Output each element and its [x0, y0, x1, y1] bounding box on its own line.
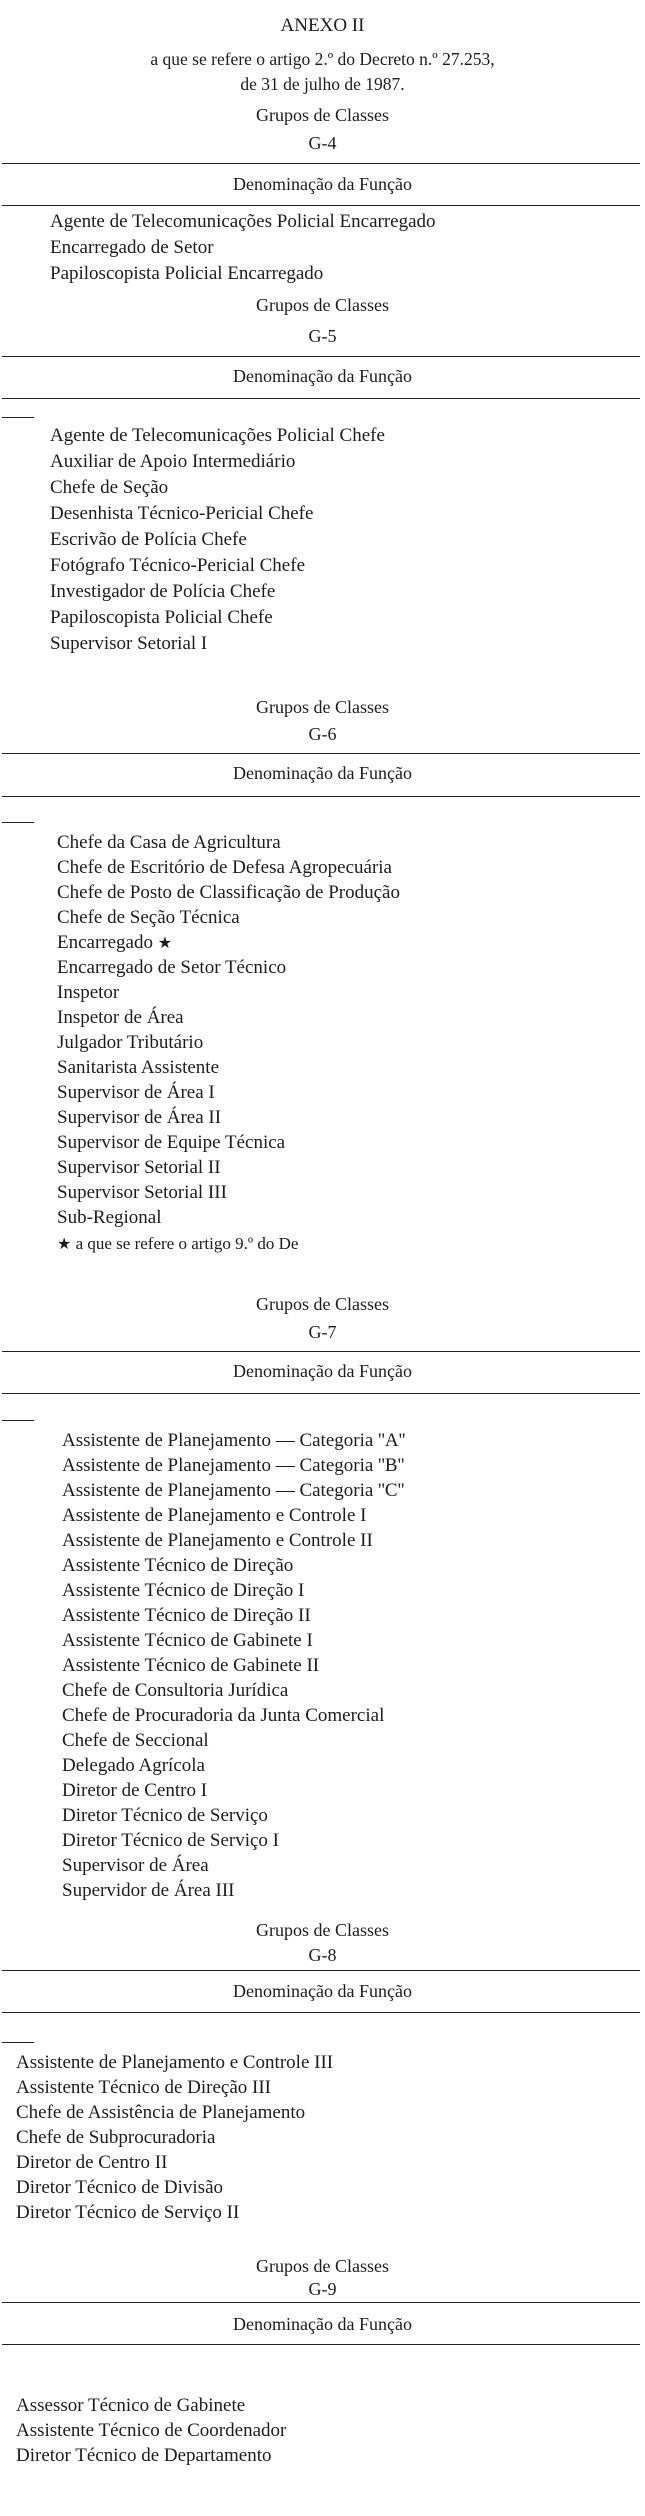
- annex-subtitle-line-2: de 31 de julho de 1987.: [240, 74, 405, 94]
- list-item: Escrivão de Polícia Chefe: [50, 529, 247, 550]
- rule: [2, 2344, 640, 2345]
- list-item: Chefe de Consultoria Jurídica: [62, 1680, 289, 1701]
- function-heading-g4: Denominação da Função: [233, 174, 412, 194]
- list-item: Supervisor Setorial II: [57, 1157, 221, 1178]
- list-item: Assistente Técnico de Direção II: [62, 1605, 311, 1626]
- list-item: Diretor Técnico de Serviço II: [16, 2202, 240, 2223]
- list-item: Agente de Telecomunicações Policial Chefe: [50, 425, 385, 446]
- group-code-g7: G-7: [308, 1322, 337, 1342]
- group-code-g5: G-5: [308, 326, 337, 346]
- list-item: Delegado Agrícola: [62, 1755, 205, 1776]
- list-item: Diretor Técnico de Serviço I: [62, 1830, 280, 1851]
- function-heading-g8: Denominação da Função: [233, 1981, 412, 2001]
- list-item: Sanitarista Assistente: [57, 1057, 220, 1078]
- groups-heading-g7: Grupos de Classes: [256, 1294, 389, 1314]
- list-item: Supervisor de Área II: [57, 1107, 222, 1128]
- function-heading-g5: Denominação da Função: [233, 366, 412, 386]
- list-item: Chefe de Seccional: [62, 1730, 209, 1751]
- list-item: Assistente de Planejamento — Categoria ''A'': [62, 1430, 406, 1451]
- list-item: Supervisor Setorial III: [57, 1182, 227, 1203]
- rule: [2, 2012, 640, 2013]
- list-item: Assistente Técnico de Coordenador: [16, 2420, 287, 2441]
- list-item: Chefe da Casa de Agricultura: [57, 832, 281, 853]
- dash-mark: [2, 1420, 34, 1421]
- rule: [2, 356, 640, 357]
- dash-mark: [2, 417, 34, 418]
- list-item: Assistente de Planejamento — Categoria ''C'': [62, 1480, 405, 1501]
- list-item: Chefe de Posto de Classificação de Produção: [57, 882, 400, 903]
- groups-heading-g4: Grupos de Classes: [256, 105, 389, 125]
- list-item: Supervisor Setorial I: [50, 633, 208, 654]
- rule: [2, 1351, 640, 1352]
- rule: [2, 753, 640, 754]
- rule: [2, 205, 640, 206]
- list-item: Desenhista Técnico-Pericial Chefe: [50, 503, 314, 524]
- list-item: Agente de Telecomunicações Policial Encarregado: [50, 211, 436, 232]
- list-item: Inspetor de Área: [57, 1007, 184, 1028]
- list-item: Investigador de Polícia Chefe: [50, 581, 276, 602]
- list-item: Assistente Técnico de Gabinete II: [62, 1655, 320, 1676]
- rule: [2, 1393, 640, 1394]
- function-heading-g9: Denominação da Função: [233, 2314, 412, 2334]
- rule: [2, 1970, 640, 1971]
- list-item: Sub-Regional: [57, 1207, 162, 1228]
- group-code-g4: G-4: [308, 133, 337, 153]
- list-item: Diretor Técnico de Divisão: [16, 2177, 223, 2198]
- groups-heading-g5: Grupos de Classes: [256, 295, 389, 315]
- function-heading-g7: Denominação da Função: [233, 1361, 412, 1381]
- list-item: Diretor de Centro II: [16, 2152, 168, 2173]
- groups-heading-g8: Grupos de Classes: [256, 1920, 389, 1940]
- group-code-g8: G-8: [308, 1945, 337, 1965]
- list-item: Chefe de Subprocuradoria: [16, 2127, 216, 2148]
- list-item: Fotógrafo Técnico-Pericial Chefe: [50, 555, 305, 576]
- list-item: Diretor de Centro I: [62, 1780, 208, 1801]
- star-icon: ★: [57, 1236, 72, 1253]
- list-item: Encarregado de Setor Técnico: [57, 957, 287, 978]
- rule: [2, 398, 640, 399]
- list-item: Assistente de Planejamento e Controle II: [62, 1530, 373, 1551]
- dash-mark: [2, 822, 34, 823]
- list-item: Julgador Tributário: [57, 1032, 204, 1053]
- list-item: Assistente Técnico de Gabinete I: [62, 1630, 313, 1651]
- list-item: Supervisor de Área I: [57, 1082, 215, 1103]
- annex-subtitle-line-1: a que se refere o artigo 2.º do Decreto n.º 27.253,: [150, 49, 495, 69]
- list-item: Assistente Técnico de Direção I: [62, 1580, 305, 1601]
- list-item: Assessor Técnico de Gabinete: [16, 2395, 246, 2416]
- list-item: Assistente Técnico de Direção III: [16, 2077, 271, 2098]
- star-icon: ★: [157, 935, 173, 952]
- list-item: Encarregado de Setor: [50, 237, 214, 258]
- list-item: Chefe de Seção: [50, 477, 169, 498]
- list-item: Encarregado ★: [57, 932, 173, 953]
- list-item: Papiloscopista Policial Encarregado: [50, 263, 324, 284]
- rule: [2, 2302, 640, 2303]
- list-item: Assistente Técnico de Direção: [62, 1555, 294, 1576]
- group-code-g9: G-9: [308, 2279, 337, 2299]
- function-heading-g6: Denominação da Função: [233, 763, 412, 783]
- list-item: Chefe de Seção Técnica: [57, 907, 240, 928]
- rule: [2, 796, 640, 797]
- list-item: Assistente de Planejamento e Controle I: [62, 1505, 367, 1526]
- list-item: Diretor Técnico de Serviço: [62, 1805, 268, 1826]
- list-item: Chefe de Escritório de Defesa Agropecuária: [57, 857, 392, 878]
- list-item: Assistente de Planejamento e Controle III: [16, 2052, 334, 2073]
- list-item: Papiloscopista Policial Chefe: [50, 607, 273, 628]
- groups-heading-g9: Grupos de Classes: [256, 2256, 389, 2276]
- annex-title: ANEXO II: [280, 15, 365, 36]
- list-item: Supervisor de Área: [62, 1855, 209, 1876]
- list-item: Supervisor de Equipe Técnica: [57, 1132, 286, 1153]
- rule: [2, 163, 640, 164]
- list-item: Auxiliar de Apoio Intermediário: [50, 451, 296, 472]
- list-item: Supervidor de Área III: [62, 1880, 235, 1901]
- groups-heading-g6: Grupos de Classes: [256, 697, 389, 717]
- dash-mark: [2, 2042, 34, 2043]
- list-item: Diretor Técnico de Departamento: [16, 2445, 272, 2466]
- list-item: Chefe de Procuradoria da Junta Comercial: [62, 1705, 385, 1726]
- list-item: Assistente de Planejamento — Categoria ''B'': [62, 1455, 405, 1476]
- list-item: Inspetor: [57, 982, 120, 1003]
- footnote: ★ a que se refere o artigo 9.º do De: [57, 1234, 299, 1253]
- group-code-g6: G-6: [308, 724, 337, 744]
- list-item: Chefe de Assistência de Planejamento: [16, 2102, 306, 2123]
